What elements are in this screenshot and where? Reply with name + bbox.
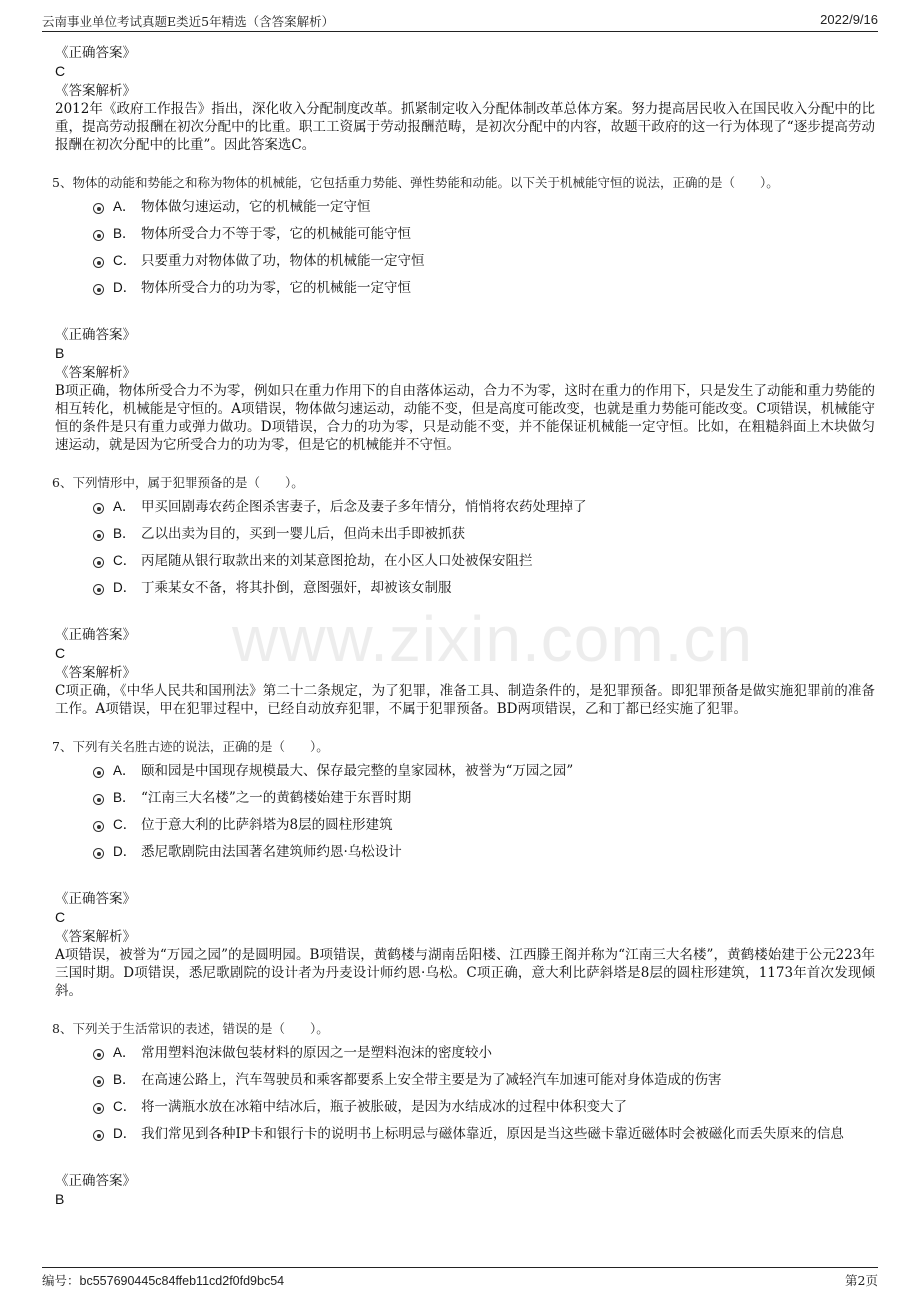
radio-icon[interactable] (93, 821, 104, 832)
option-text: 物体所受合力不等于零，它的机械能可能守恒 (141, 226, 411, 242)
option-a[interactable] (91, 760, 875, 787)
option-letter: A． (113, 763, 136, 778)
analysis-text: A项错误，被誉为“万园之园”的是圆明园。B项错误，黄鹤楼与湖南岳阳楼、江西滕王阁并称为“江南三大名楼”，黄鹤楼始建于公元223年三国时期。D项错误，悉尼歌剧院的设计者为丹麦设计师约恩·乌松。C项正确，意大利比萨斜塔是8层的圆柱形建筑，1173年首次发现倾斜。 (55, 947, 875, 999)
option-b[interactable] (91, 787, 875, 814)
option-letter: D． (113, 580, 137, 595)
option-c[interactable] (91, 814, 875, 841)
page-number: 第2页 (845, 1273, 878, 1288)
option-list (91, 496, 875, 604)
option-a[interactable] (91, 496, 875, 523)
analysis-text: B项正确，物体所受合力不为零，例如只在重力作用下的自由落体运动，合力不为零，这时在重力的作用下，只是发生了动能和重力势能的相互转化，机械能是守恒的。A项错误，物体做匀速运动，动能不变，但是高度可能改变，也就是重力势能可能改变。C项错误，机械能守恒的条件是只有重力或弹力做功。D项错误，合力的功为零，只是动能不变，并不能保证机械能一定守恒。比如，在粗糙斜面上木块做匀速运动，就是因为它所受合力的功为零，但是它的机械能并不守恒。 (55, 383, 875, 453)
page-header (42, 12, 878, 30)
option-letter: D． (113, 1126, 137, 1141)
analysis-label: 《答案解析》 (55, 929, 136, 945)
option-text: 将一满瓶水放在冰箱中结冰后，瓶子被胀破，是因为水结成冰的过程中体积变大了 (141, 1099, 627, 1115)
option-text: 乙以出卖为目的，买到一婴儿后，但尚未出手即被抓获 (141, 526, 465, 542)
option-text: 在高速公路上，汽车驾驶员和乘客都要系上安全带主要是为了减轻汽车加速可能对身体造成的伤害 (141, 1072, 722, 1088)
option-text: 我们常见到各种IP卡和银行卡的说明书上标明忌与磁体靠近，原因是当这些磁卡靠近磁体时会被磁化而丢失原来的信息 (141, 1126, 844, 1142)
radio-icon[interactable] (93, 230, 104, 241)
option-text: 只要重力对物体做了功，物体的机械能一定守恒 (141, 253, 425, 269)
radio-icon[interactable] (93, 794, 104, 805)
correct-answer-label: 《正确答案》 (55, 1173, 136, 1189)
option-text: 丁乘某女不备，将其扑倒，意图强奸，却被该女制服 (141, 580, 452, 596)
question-stem: 8、下列关于生活常识的表述，错误的是（ ）。 (52, 1021, 329, 1036)
correct-answer: B (55, 1191, 65, 1207)
option-d[interactable] (91, 577, 875, 604)
footer-rule (42, 1267, 878, 1268)
option-text: 物体做匀速运动，它的机械能一定守恒 (141, 199, 371, 215)
option-text: 悉尼歌剧院由法国著名建筑师约恩·乌松设计 (141, 844, 402, 860)
document-title: 云南事业单位考试真题E类近5年精选（含答案解析） (42, 14, 335, 29)
radio-icon[interactable] (93, 1130, 104, 1141)
correct-answer-label: 《正确答案》 (55, 327, 136, 343)
correct-answer: C (55, 645, 66, 661)
option-text: 甲买回剧毒农药企图杀害妻子，后念及妻子多年情分，悄悄将农药处理掉了 (141, 499, 587, 515)
option-letter: D． (113, 280, 137, 295)
correct-answer: C (55, 63, 66, 79)
option-letter: B． (113, 790, 136, 805)
option-letter: C． (113, 1099, 137, 1114)
option-text: “江南三大名楼”之一的黄鹤楼始建于东晋时期 (141, 790, 412, 806)
analysis-label: 《答案解析》 (55, 665, 136, 681)
header-rule (42, 31, 878, 32)
question-5 (52, 174, 875, 472)
document-code (42, 1271, 284, 1289)
option-list (91, 1042, 875, 1150)
option-letter: C． (113, 817, 137, 832)
option-text: 物体所受合力的功为零，它的机械能一定守恒 (141, 280, 411, 296)
radio-icon[interactable] (93, 257, 104, 268)
option-a[interactable] (91, 196, 875, 223)
option-text: 常用塑料泡沫做包装材料的原因之一是塑料泡沫的密度较小 (141, 1045, 492, 1061)
correct-answer-label: 《正确答案》 (55, 627, 136, 643)
question-7 (52, 738, 875, 1018)
option-b[interactable] (91, 523, 875, 550)
analysis-label: 《答案解析》 (55, 365, 136, 381)
option-letter: B． (113, 226, 136, 241)
radio-icon[interactable] (93, 584, 104, 595)
option-c[interactable] (91, 1096, 875, 1123)
correct-answer-label: 《正确答案》 (55, 891, 136, 907)
page-footer (42, 1271, 878, 1289)
radio-icon[interactable] (93, 203, 104, 214)
radio-icon[interactable] (93, 530, 104, 541)
option-text: 丙尾随从银行取款出来的刘某意图抢劫，在小区人口处被保安阻拦 (141, 553, 533, 569)
correct-answer: B (55, 345, 65, 361)
option-letter: C． (113, 253, 137, 268)
radio-icon[interactable] (93, 503, 104, 514)
correct-answer-label: 《正确答案》 (55, 45, 136, 61)
radio-icon[interactable] (93, 557, 104, 568)
option-list (91, 760, 875, 868)
question-6 (52, 474, 875, 736)
option-letter: A． (113, 199, 136, 214)
radio-icon[interactable] (93, 1103, 104, 1114)
option-b[interactable] (91, 1069, 875, 1096)
option-letter: A． (113, 1045, 136, 1060)
question-8 (52, 1020, 875, 1208)
question-stem: 5、物体的动能和势能之和称为物体的机械能，它包括重力势能、弹性势能和动能。以下关于机械能守恒的说法，正确的是（ ）。 (52, 175, 779, 190)
correct-answer: C (55, 909, 66, 925)
document-date: 2022/9/16 (820, 12, 878, 27)
option-letter: B． (113, 526, 136, 541)
analysis-label: 《答案解析》 (55, 83, 136, 99)
watermark: www.zixin.com.cn (232, 603, 753, 675)
option-list (91, 196, 875, 304)
analysis-text: 2012年《政府工作报告》指出，深化收入分配制度改革。抓紧制定收入分配体制改革总体方案。努力提高居民收入在国民收入分配中的比重，提高劳动报酬在初次分配中的比重。职工工资属于劳动报酬范畴，是初次分配中的内容，故题干政府的这一行为体现了“逐步提高劳动报酬在初次分配中的比重”。因此答案选C。 (55, 101, 875, 153)
document-code-value: bc557690445c84ffeb11cd2f0fd9bc54 (79, 1274, 285, 1288)
question-stem: 7、下列有关名胜古迹的说法，正确的是（ ）。 (52, 739, 329, 754)
radio-icon[interactable] (93, 1049, 104, 1060)
option-text: 位于意大利的比萨斜塔为8层的圆柱形建筑 (141, 817, 393, 833)
option-a[interactable] (91, 1042, 875, 1069)
option-d[interactable] (91, 277, 875, 304)
document-code-label: 编号： (42, 1273, 80, 1288)
option-text: 颐和园是中国现存规模最大、保存最完整的皇家园林，被誉为“万园之园” (141, 763, 574, 779)
page-content (52, 44, 875, 1210)
option-b[interactable] (91, 223, 875, 250)
radio-icon[interactable] (93, 767, 104, 778)
option-d[interactable] (91, 841, 875, 868)
option-letter: B． (113, 1072, 136, 1087)
option-c[interactable] (91, 250, 875, 277)
option-letter: D． (113, 844, 137, 859)
radio-icon[interactable] (93, 848, 104, 859)
option-letter: C． (113, 553, 137, 568)
option-c[interactable] (91, 550, 875, 577)
option-d[interactable] (91, 1123, 875, 1150)
analysis-text: C项正确，《中华人民共和国刑法》第二十二条规定，为了犯罪，准备工具、制造条件的，是犯罪预备。即犯罪预备是做实施犯罪前的准备工作。A项错误，甲在犯罪过程中，已经自动放弃犯罪，不属于犯罪预备。BD两项错误，乙和丁都已经实施了犯罪。 (55, 683, 875, 717)
radio-icon[interactable] (93, 1076, 104, 1087)
radio-icon[interactable] (93, 284, 104, 295)
option-letter: A． (113, 499, 136, 514)
question-stem: 6、下列情形中，属于犯罪预备的是（ ）。 (52, 475, 304, 490)
